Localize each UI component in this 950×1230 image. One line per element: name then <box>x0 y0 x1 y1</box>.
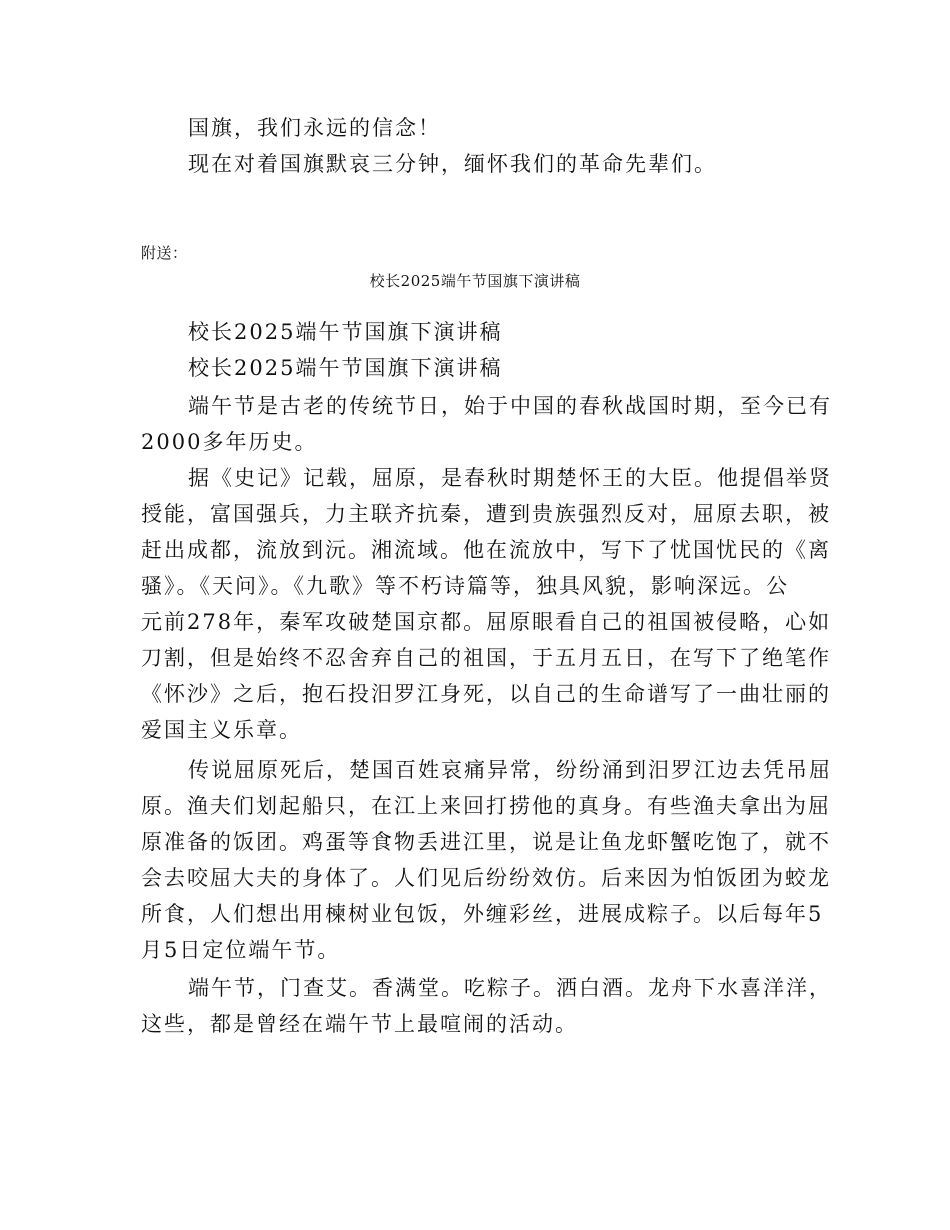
paragraph-line: 端午节是古老的传统节日，始于中国的春秋战国时期，至今已有 <box>188 394 832 418</box>
paragraph-line: 这些，都是曾经在端午节上最喧闹的活动。 <box>141 1012 578 1036</box>
paragraph-line: 刀割，但是始终不忍舍弃自己的祖国，于五月五日，在写下了绝笔作 <box>141 646 831 670</box>
paragraph-line: 2000多年历史。 <box>141 430 318 454</box>
paragraph-line: 传说屈原死后，楚国百姓哀痛异常，纷纷涌到汨罗江边去凭吊屈 <box>188 758 832 782</box>
paragraph-line: 原。渔夫们划起船只，在江上来回打捞他的真身。有些渔夫拿出为屈 <box>141 794 831 818</box>
body-line: 国旗，我们永远的信念！ <box>188 116 441 140</box>
appendix-label: 附送： <box>141 244 188 262</box>
paragraph-line: 端午节，门查艾。香满堂。吃粽子。洒白酒。龙舟下水喜洋洋， <box>188 976 832 1000</box>
paragraph-line: 会去咬屈大夫的身体了。人们见后纷纷效仿。后来因为怕饭团为蛟龙 <box>141 866 831 890</box>
speech-title: 校长2025端午节国旗下演讲稿 <box>188 356 503 380</box>
paragraph-line: 据《史记》记载，屈原，是春秋时期楚怀王的大臣。他提倡举贤 <box>188 466 832 490</box>
paragraph-line: 所食，人们想出用楝树业包饭，外缠彩丝，进展成粽子。以后每年5 <box>141 902 824 926</box>
body-line: 现在对着国旗默哀三分钟，缅怀我们的革命先辈们。 <box>188 152 717 176</box>
paragraph-line: 授能，富国强兵，力主联齐抗秦，遭到贵族强烈反对，屈原去职，被 <box>141 502 831 526</box>
paragraph-line: 《怀沙》之后，抱石投汨罗江身死，以自己的生命谱写了一曲壮丽的 <box>141 682 831 706</box>
speech-title: 校长2025端午节国旗下演讲稿 <box>188 320 503 344</box>
paragraph-line: 赶出成都，流放到沅。湘流域。他在流放中，写下了忧国忧民的《离 <box>141 538 831 562</box>
paragraph-line: 原准备的饭团。鸡蛋等食物丢进江里，说是让鱼龙虾蟹吃饱了，就不 <box>141 830 831 854</box>
paragraph-line: 骚》。《天问》。《九歌》等不朽诗篇等，独具风貌，影响深远。公 <box>141 574 789 598</box>
paragraph-line: 爱国主义乐章。 <box>141 718 302 742</box>
paragraph-line: 月5日定位端午节。 <box>141 938 341 962</box>
appendix-subtitle: 校长2025端午节国旗下演讲稿 <box>369 272 581 290</box>
paragraph-line: 元前278年，秦军攻破楚国京都。屈原眼看自己的祖国被侵略，心如 <box>141 610 832 634</box>
